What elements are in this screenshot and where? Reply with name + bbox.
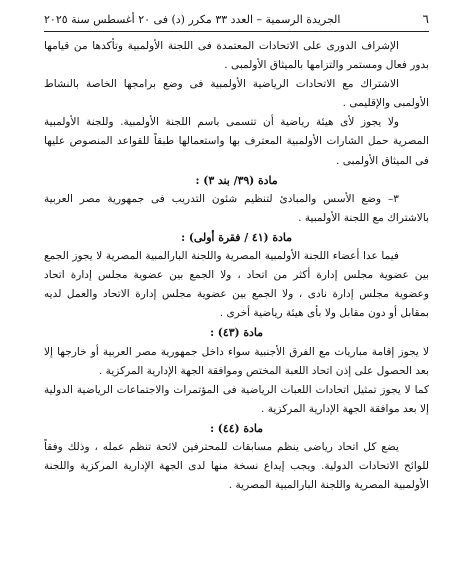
article-heading: مادة (٤٣) : — [210, 326, 263, 340]
paragraph: ٣– وضع الأسس والمبادئ لتنظيم شئون التدريب فى جمهورية مصر العربية بالاشتراك مع اللجنة الأولمبية . — [44, 192, 429, 224]
page-header — [44, 12, 429, 32]
paragraph: ولا يجوز لأى هيئة رياضية أن تتسمى باسم اللجنة الأولمبية. وللجنة الأولمبية المصرية حمل الشارات الأولمبية المعترف بها واستعمالها طبقاً للقواعد المنصوص عليها فى الميثاق الأولمبى . — [44, 116, 429, 167]
paragraph: لا يجوز إقامة مباريات مع الفرق الأجنبية سواء داخل جمهورية مصر العربية أو خارجها إلا بعد الحصول على إذن اتحاد اللعبة المختص وموافقة الجهة الإدارية المركزية . — [44, 345, 429, 377]
article-heading: مادة (٤٤) : — [210, 421, 263, 435]
gazette-title: الجريدة الرسمية – العدد ٣٣ مكرر (د) فى ٢٠ أغسطس سنة ٢٠٢٥ — [44, 13, 341, 26]
article-heading: مادة (٣٩/ بند ٣) : — [195, 173, 278, 187]
paragraph: فيما عدا أعضاء اللجنة الأولمبية المصرية واللجنة البارالمبية المصرية لا يجوز الجمع بين عضوية مجلس إدارة أكثر من اتحاد ، ولا الجمع بين عضوية مجلس إدارة اتحاد وعضوية مجلس إدارة نادى ، ولا الجمع بين عضوية مجلس إدارة الاتحاد والعمل لديه بمقابل أو دون مقابل ولا بأى هيئة رياضية أخرى . — [44, 250, 429, 320]
article-heading: مادة (٤١ / فقرة أولى) : — [181, 230, 292, 244]
page-number: ٦ — [422, 12, 429, 26]
paragraph: كما لا يجوز تمثيل اتحادات اللعبات الرياضية فى المؤتمرات والاجتماعات الرياضية الدولية إلا بعد موافقة الجهة الإدارية المركزية . — [44, 383, 429, 415]
paragraph: يضع كل اتحاد رياضى ينظم مسابقات للمحترفين لائحة تنظم عمله ، وذلك وفقاً للوائح الاتحادات الدولية. ويجب إيداع نسخة منها لدى الجهة الإدارية المركزية واللجنة الأولمبية المصرية واللجنة البارالمبية المصرية . — [44, 440, 429, 492]
document-body — [44, 37, 429, 495]
paragraph: الإشراف الدورى على الاتحادات المعتمدة فى اللجنة الأولمبية وتأكدها من قيامها بدور فعال ومستمر والتزامها بالميثاق الأولمبى . — [44, 40, 429, 72]
paragraph: الاشتراك مع الاتحادات الرياضية الأولمبية فى وضع برامجها الخاصة بالنشاط الأولمبى والإقليمى . — [44, 78, 429, 110]
